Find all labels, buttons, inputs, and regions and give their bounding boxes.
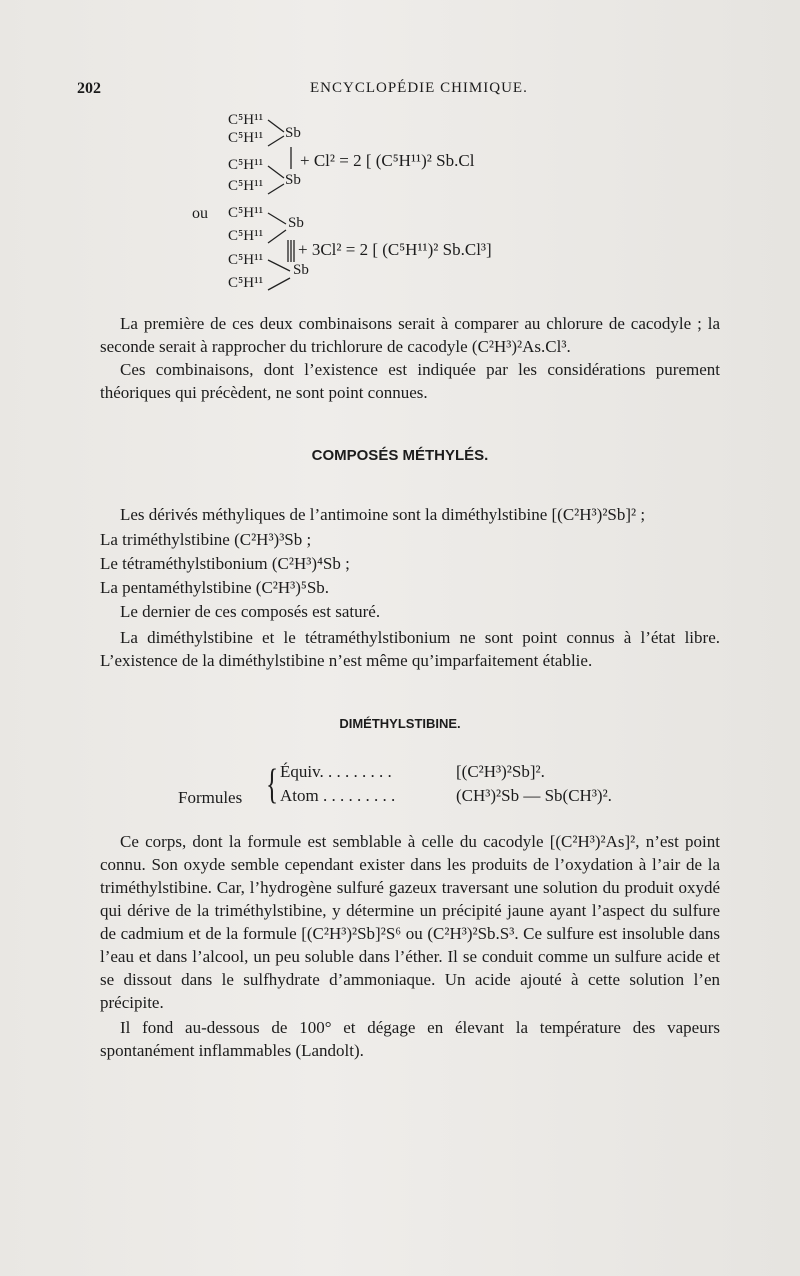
formula-equiv-value: [(C²H³)²Sb]². — [456, 762, 545, 781]
reaction1-group-bottom: C⁵H¹¹ — [228, 178, 264, 194]
list-intro: Les dérivés méthyliques de l’antimoine sont la diméthylstibine [(C²H³)²Sb]² ; — [120, 505, 646, 524]
section-title-dimethylstibine: DIMÉTHYLSTIBINE. — [339, 716, 461, 731]
bond-line — [268, 166, 284, 178]
page-number: 202 — [77, 80, 101, 97]
connector-ou: ou — [192, 205, 208, 222]
bond-lines — [0, 0, 800, 320]
paragraph-4: Ce corps, dont la formule est semblable à celle du cacodyle [(C²H³)²As]², n’est point connu. Son oxyde semble cependant exister dans les produits de l’oxydation à l’air de la triméthylstibine. Car, l’hydrogène sulfuré gazeux traversant une solution du produit oxydé qui dérive de la triméthylstibine, y détermine un précipité jaune ayant l’aspect du sulfure de cadmium et de la formule [(C²H³)²Sb]²S⁶ ou (C²H³)²Sb.S³. Ce sulfure est insoluble dans l’eau et dans l’alcool, un peu soluble dans l’éther. Il se conduit comme un sulfure acide et se dissout dans le sulfhydrate d’ammoniaque. Un acide ajouté à cette solution l’en précipite. — [100, 832, 720, 1012]
saturated-note: Le dernier de ces composés est saturé. — [120, 602, 381, 621]
bond-line — [268, 230, 286, 243]
reaction2-group-third: C⁵H¹¹ — [228, 252, 264, 268]
brace-icon: { — [266, 762, 279, 808]
reaction1-group-third: C⁵H¹¹ — [228, 157, 264, 173]
list-item-trimethylstibine: La triméthylstibine (C²H³)³Sb ; — [100, 530, 312, 549]
bond-line — [268, 136, 284, 146]
paragraph-3: La diméthylstibine et le tétraméthylstibonium ne sont point connus à l’état libre. L’existence de la diméthylstibine n’est même qu’imparfaitement établie. — [100, 628, 720, 670]
paragraph-5: Il fond au-dessous de 100° et dégage en élevant la température des vapeurs spontanément inflammables (Landolt). — [100, 1018, 720, 1060]
paragraph-1: La première de ces deux combinaisons serait à comparer au chlorure de cacodyle ; la seconde serait à rapprocher du trichlorure de cacodyle (C²H³)²As.Cl³. — [100, 314, 720, 356]
bond-line — [268, 278, 290, 290]
reaction1-group-top: C⁵H¹¹ — [228, 112, 264, 128]
running-title: ENCYCLOPÉDIE CHIMIQUE. — [310, 80, 528, 96]
reaction2-atom-lower: Sb — [293, 262, 309, 278]
formula-atom-value: (CH³)²Sb — Sb(CH³)². — [456, 786, 612, 805]
formula-atom-label: Atom . . . . . . . . . — [280, 786, 396, 805]
list-item-tetramethylstibonium: Le tétraméthylstibonium (C²H³)⁴Sb ; — [100, 554, 350, 573]
reaction2-group-top: C⁵H¹¹ — [228, 205, 264, 221]
reaction1-atom-upper: Sb — [285, 125, 301, 141]
bond-line — [268, 120, 284, 132]
formula-equiv-label: Équiv. . . . . . . . . — [280, 762, 392, 781]
reaction2-atom-upper: Sb — [288, 215, 304, 231]
paragraph-2: Ces combinaisons, dont l’existence est indiquée par les considérations purement théoriques qui précèdent, ne sont point connues. — [100, 360, 720, 402]
bond-line — [268, 213, 286, 224]
reaction2-group-second: C⁵H¹¹ — [228, 228, 264, 244]
bond-line — [268, 260, 290, 271]
list-item-pentamethylstibine: La pentaméthylstibine (C²H³)⁵Sb. — [100, 578, 330, 597]
reaction1-equation: + Cl² = 2 [ (C⁵H¹¹)² Sb.Cl — [300, 151, 475, 170]
bond-line — [268, 184, 284, 194]
formulas-label: Formules — [178, 788, 243, 807]
reaction2-group-bottom: C⁵H¹¹ — [228, 275, 264, 291]
section-title-methyl-compounds: COMPOSÉS MÉTHYLÉS. — [311, 447, 489, 464]
reaction1-atom-lower: Sb — [285, 172, 301, 188]
reaction1-group-second: C⁵H¹¹ — [228, 130, 264, 146]
reaction2-equation: + 3Cl² = 2 [ (C⁵H¹¹)² Sb.Cl³] — [298, 240, 492, 259]
